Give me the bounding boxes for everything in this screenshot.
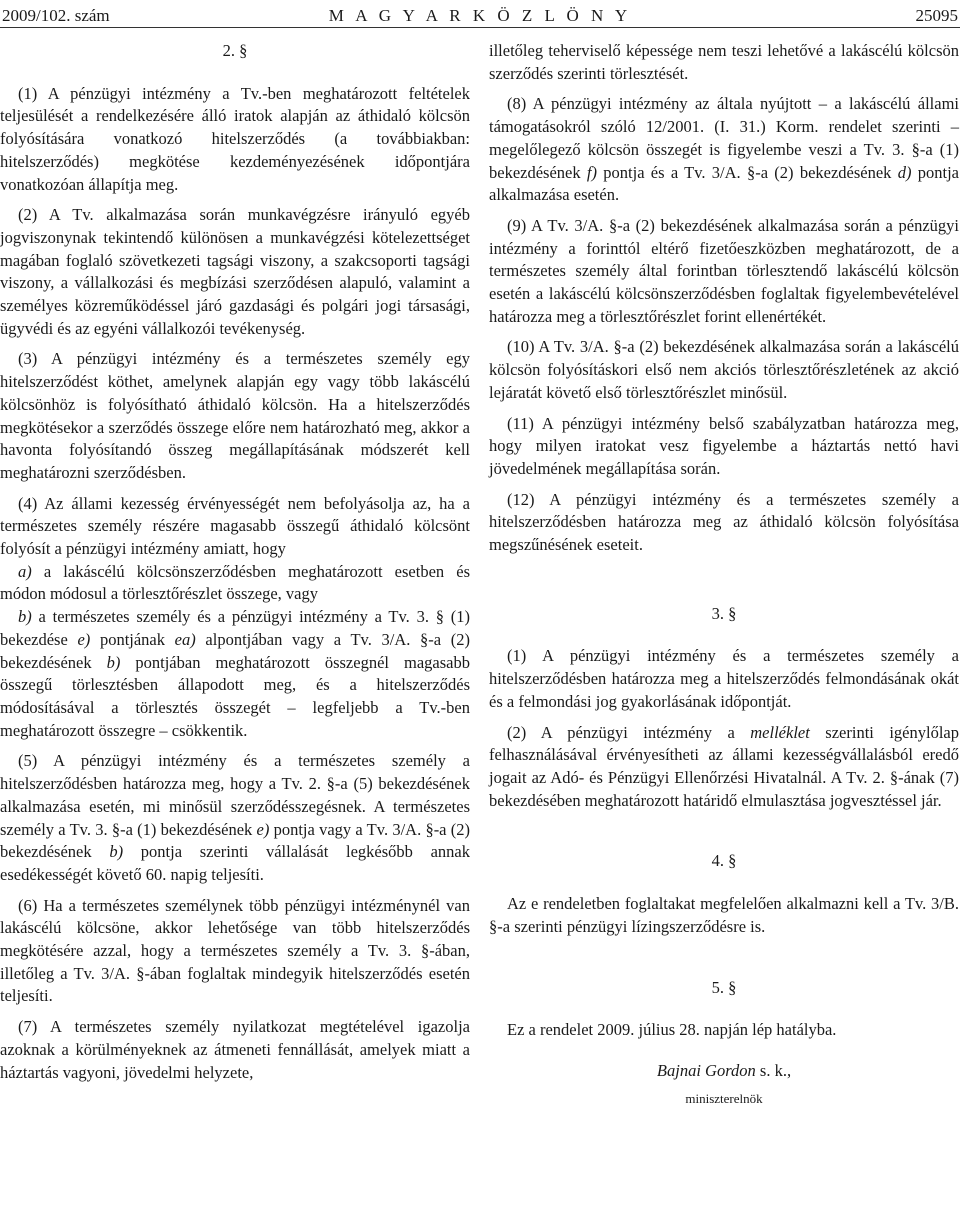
- item-text: pontjában meghatározott összegnél magasabb összegű törlesztésben állapodott meg, és a hitelszerződés módosításával a törlesztés összegét – legfeljebb a Tv.-ben meghatározott összegre – csökkentik.: [0, 652, 470, 740]
- text-run: szerinti igénylőlap felhasználásával érvényesítheti az állami kezességvállalásból eredő jogait az Adó- és Pénzügyi Ellenőrzési Hivatalnál. A Tv. 2. §-ának (7) bekezdésében meghatározott határidő elmulasztása jogvesztéssel jár.: [489, 722, 959, 810]
- item-text: pontjának: [90, 629, 175, 649]
- paragraph: [489, 93, 959, 207]
- annex-ref: melléklet: [750, 722, 810, 742]
- paragraph: Ez a rendelet 2009. július 28. napján lép hatályba.: [507, 1020, 837, 1040]
- signer-role: miniszterelnök: [685, 1090, 763, 1106]
- point-ref: e): [77, 629, 91, 649]
- left-column: [0, 40, 470, 1092]
- paragraph: [489, 722, 959, 813]
- paragraph: (7) A természetes személy nyilatkozat megtételével igazolja azoknak a körülményeknek az átmeneti fennállását, amelyek miatt a háztartás vagyoni, jövedelmi helyzete,: [0, 1017, 470, 1082]
- journal-title: M A G Y A R K Ö Z L Ö N Y: [328, 6, 632, 25]
- paragraph: Az e rendeletben foglaltakat megfelelően alkalmazni kell a Tv. 3/B. §-a szerinti pénzügyi lízingszerződésre is.: [489, 894, 959, 936]
- item-label: a): [18, 561, 32, 581]
- point-ref: f): [586, 162, 597, 182]
- point-ref: b): [106, 652, 121, 672]
- section-title: 2. §: [222, 41, 248, 60]
- point-ref: ea): [174, 629, 196, 649]
- paragraph: (1) A pénzügyi intézmény és a természetes személy a hitelszerződésben határozza meg a hitelszerződés felmondásának okát és a felmondási jog gyakorlásának időpontját.: [489, 646, 959, 711]
- paragraph: [0, 750, 470, 886]
- list-item: [0, 606, 470, 742]
- text-run: pontja szerinti vállalását legkésőbb annak esedékességét követő 60. napig teljesíti.: [0, 842, 470, 884]
- text-run: pontja vagy a Tv. 3/A. §-a (2) bekezdésének: [0, 819, 470, 862]
- paragraph: (9) A Tv. 3/A. §-a (2) bekezdésének alkalmazása során a pénzügyi intézmény a forinttól eltérő fizetőeszközben meghatározott, de a természetes személy által forintban törlesztendő lakáscélú kölcsön esetén a lakáscélú kölcsönszerződésben foglaltak figyelembevételével határozza meg a törlesztőrészlet forint ellenértékét.: [489, 215, 959, 326]
- section-title: 3. §: [711, 603, 737, 623]
- page-number: 25095: [915, 6, 958, 25]
- paragraph: (10) A Tv. 3/A. §-a (2) bekezdésének alkalmazása során a lakáscélú kölcsön folyósításkori első nem akciós törlesztőrészletének az akció lejáratát követő első törlesztőrészlet minősül.: [489, 337, 959, 402]
- paragraph: (2) A Tv. alkalmazása során munkavégzésre irányuló egyéb jogviszonynak tekintendő különösen a munkavégzési kötelezettséget magában foglaló szövetkezeti tagsági viszony, a szakcsoporti tagsági viszony, a vállalkozási és megbízási szerződésen alapuló, valamint a személyes közreműködéssel járó gazdasági és polgári jogi társasági, ügyvédi és az egyéni vállalkozói tevékenység.: [0, 205, 470, 338]
- issue-number: 2009/102. szám: [2, 6, 110, 25]
- paragraph: (12) A pénzügyi intézmény és a természetes személy a hitelszerződésben határozza meg az áthidaló kölcsön folyósítása megszűnésének eseteit.: [489, 489, 959, 555]
- header-rule: [0, 27, 960, 28]
- paragraph: (1) A pénzügyi intézmény a Tv.-ben meghatározott feltételek teljesülését a rendelkezésére álló iratok alapján az áthidaló kölcsön folyósítására vonatkozó hitelszerződés (a továbbiakban: hitelszerződés) megkötése kezdeményezésének időpontjára vonatkozóan állapítja meg.: [0, 83, 470, 194]
- signature: [489, 1060, 959, 1083]
- text-run: (2) A pénzügyi intézmény a: [507, 722, 751, 742]
- point-ref: b): [109, 842, 124, 862]
- item-text: alpontjában vagy a Tv. 3/A. §-a (2) bekezdésének: [0, 629, 470, 672]
- section-title: 4. §: [711, 851, 737, 871]
- paragraph: (11) A pénzügyi intézmény belső szabályzatban határozza meg, hogy milyen iratokat vesz figyelembe a háztartás nettó havi jövedelmének megállapítása során.: [489, 413, 959, 478]
- right-column: [489, 40, 959, 1115]
- signer-suffix: s. k.,: [755, 1060, 792, 1080]
- list-item: [0, 561, 470, 606]
- paragraph: (6) Ha a természetes személynek több pénzügyi intézménynél van lakáscélú kölcsöne, akkor lehetősége van több hitelszerződés megkötésére azzal, hogy a természetes személy a Tv. 3. §-ában, illetőleg a Tv. 3/A. §-ában foglaltak mindegyik hitelszerződés esetén teljesíti.: [0, 895, 470, 1006]
- text-run: pontja és a Tv. 3/A. §-a (2) bekezdésének: [597, 162, 898, 182]
- point-ref: e): [256, 819, 270, 839]
- paragraph: (4) Az állami kezesség érvényességét nem befolyásolja az, ha a természetes személy részére magasabb összegű áthidaló kölcsönt folyósít a pénzügyi intézmény amiatt, hogy: [0, 493, 470, 559]
- point-ref: d): [897, 162, 912, 182]
- signer-name: Bajnai Gordon: [656, 1060, 756, 1080]
- item-text: a lakáscélú kölcsönszerződésben meghatározott esetben és módon módosul a törlesztőrészlet összege, vagy: [0, 561, 470, 604]
- text-run: (8) A pénzügyi intézmény az általa nyújtott – a lakáscélú állami támogatásokról szóló 12/2001. (I. 31.) Korm. rendelet szerinti – megelőlegező kölcsön összegét is figyelembe veszi a Tv. 3. §-a (1) bekezdésének: [489, 94, 959, 182]
- text-run: (5) A pénzügyi intézmény és a természetes személy a hitelszerződésben határozza meg, hogy a Tv. 2. §-a (5) bekezdésének alkalmazása esetén, mi minősül szerződésszegésnek. A természetes személy a Tv. 3. §-a (1) bekezdésének: [0, 751, 470, 839]
- item-text: a természetes személy és a pénzügyi intézmény a Tv. 3. § (1) bekezdése: [0, 607, 470, 649]
- item-label: b): [18, 607, 32, 627]
- paragraph: illetőleg teherviselő képessége nem teszi lehetővé a lakáscélú kölcsön szerződés szerinti törlesztését.: [489, 41, 959, 83]
- text-run: pontja alkalmazása esetén.: [489, 162, 959, 205]
- section-title: 5. §: [711, 977, 737, 997]
- paragraph: (3) A pénzügyi intézmény és a természetes személy egy hitelszerződést köthet, amelynek alapján egy vagy több lakáscélú kölcsönhöz is folyósítható áthidaló kölcsön. Ha a hitelszerződés megkötésekor a szerződés összege előre nem határozható meg, akkor a havonta folyósítandó összeg megállapításának módszerét kell meghatározni szerződésben.: [0, 349, 470, 482]
